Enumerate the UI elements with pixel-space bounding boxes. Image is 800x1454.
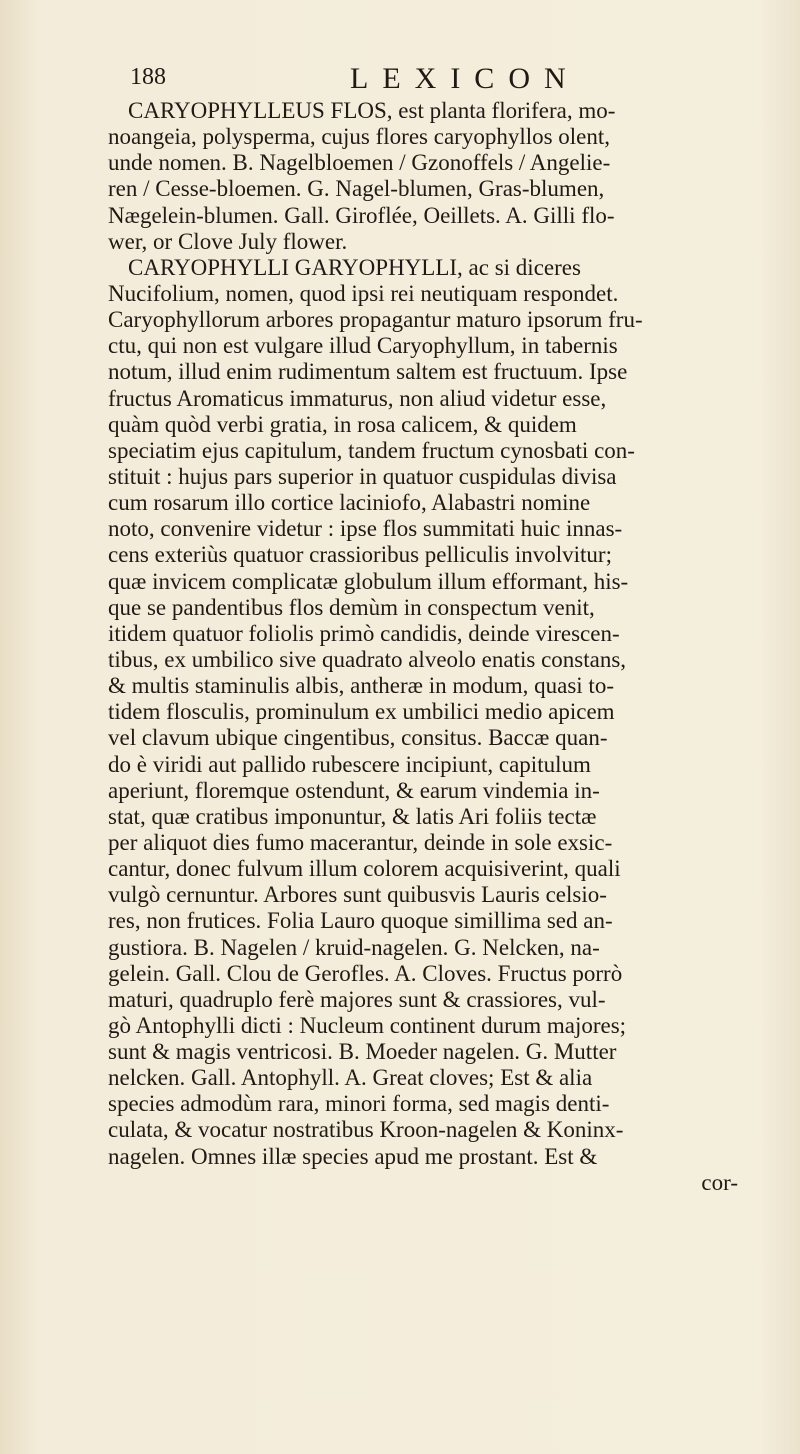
text-line: res, non frutices. Folia Lauro quoque simillima sed an- xyxy=(108,908,613,934)
text-line: nagelen. Omnes illæ species apud me prostant. Est & xyxy=(108,1143,598,1169)
text-line: aperiunt, floremque ostendunt, & earum vindemia in- xyxy=(108,777,600,803)
text-line: unde nomen. B. Nagelbloemen / Gzonoffels / Angelie- xyxy=(108,150,611,176)
text-line: quàm quòd verbi gratia, in rosa calicem, & quidem xyxy=(108,411,577,437)
text-line: noangeia, polyspermа, cujus flores caryophyllos olent, xyxy=(108,124,611,150)
text-line: Nægelein-blumen. Gall. Giroflée, Oeillets. A. Gilli flo- xyxy=(108,202,615,228)
text-line: Caryophyllorum arbores propagantur maturo ipsorum fru- xyxy=(108,307,643,333)
text-line: speciatim ejus capitulum, tandem fructum cynosbati con- xyxy=(108,437,635,463)
text-line: noto, convenire videtur : ipse flos summitati huic innas- xyxy=(108,516,623,542)
text-line: ren / Cesse-bloemen. G. Nagel-blumen, Gras-blumen, xyxy=(108,176,605,202)
text-line: notum, illud enim rudimentum saltem est fructuum. Ipse xyxy=(108,359,628,385)
text-line: cantur, donec fulvum illum colorem acquisiverint, quali xyxy=(108,856,621,882)
text-line: stat, quæ cratibus imponuntur, & latis Ari foliis tectæ xyxy=(108,803,597,829)
page-header xyxy=(130,62,690,96)
text-line: wer, or Clove July flower. xyxy=(108,228,348,254)
text-line: cum rosarum illo cortice laciniofo, Alabastri nomine xyxy=(108,490,591,516)
text-line: nelcken. Gall. Antophyll. A. Great cloves; Est & alia xyxy=(108,1065,593,1091)
text-line: itidem quatuor foliolis primò candidis, deinde virescen- xyxy=(108,620,620,646)
text-line: gelein. Gall. Clou de Gerofles. A. Cloves. Fructus porrò xyxy=(108,960,623,986)
text-line: stituit : hujus pars superior in quatuor cuspidulas divisa xyxy=(108,463,617,489)
text-line: que se pandentibus flos demùm in conspectum venit, xyxy=(108,594,595,620)
text-line: gò Antophylli dicti : Nucleum continent durum majores; xyxy=(108,1012,627,1038)
text-line: gustiora. B. Nagelen / kruid-nagelen. G. Nelcken, na- xyxy=(108,934,600,960)
catchword: cor- xyxy=(701,1169,738,1195)
text-line: tidem flosculis, prominulum ex umbilici medio apicem xyxy=(108,699,615,725)
text-line: per aliquot dies fumo macerantur, deinde in sole exsic- xyxy=(108,829,613,855)
text-line: sunt & magis ventricosi. B. Moeder nagelen. G. Mutter xyxy=(108,1039,617,1065)
text-line: culata, & vocatur nostratibus Kroon-nagelen & Koninx- xyxy=(108,1117,624,1143)
text-line: CARYOPHYLLI GARYOPHYLLI, ac si diceres xyxy=(128,254,581,280)
text-line: species admodùm rara, minori forma, sed magis denti- xyxy=(108,1091,610,1117)
text-line: vulgò cernuntur. Arbores sunt quibusvis Lauris celsio- xyxy=(108,882,607,908)
text-line: vel clavum ubique cingentibus, consitus. Baccæ quan- xyxy=(108,725,608,751)
text-line: cens exteriùs quatuor crassioribus pelliculis involvitur; xyxy=(108,542,612,568)
text-line: tibus, ex umbilico sive quadrato alveolo enatis constans, xyxy=(108,646,627,672)
text-line: quæ invicem complicatæ globulum illum efformant, his- xyxy=(108,568,629,594)
text-line: ctu, qui non est vulgare illud Caryophyllum, in tabernis xyxy=(108,333,618,359)
text-line: maturi, quadruplo ferè majores sunt & crassiores, vul- xyxy=(108,986,606,1012)
text-line: CARYOPHYLLEUS FLOS, est planta florifera, mo- xyxy=(128,98,616,123)
running-head: LEXICON xyxy=(350,62,580,95)
body-text xyxy=(108,98,798,1196)
page-number: 188 xyxy=(130,64,166,90)
text-line: do è viridi aut pallido rubescere incipiunt, capitulum xyxy=(108,751,591,777)
text-line: & multis staminulis albis, antheræ in modum, quasi to- xyxy=(108,673,614,699)
text-line: Nucifolium, nomen, quod ipsi rei neutiquam respondet. xyxy=(108,280,619,306)
text-line: fructus Aromaticus immaturus, non aliud videtur esse, xyxy=(108,385,607,411)
